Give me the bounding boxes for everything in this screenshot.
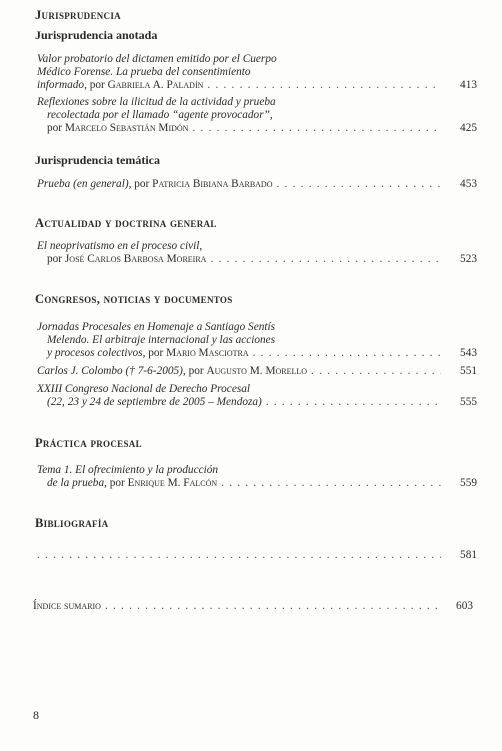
- entry-author: Mario Masciotra: [166, 347, 249, 359]
- dot-leader: [37, 549, 441, 562]
- entry-page-number: 559: [460, 477, 477, 489]
- dot-leader: [266, 396, 441, 409]
- dot-leader: [311, 365, 441, 378]
- entry-by: , por: [182, 365, 207, 377]
- entry-page-number: 543: [460, 347, 477, 359]
- entry-label: Índice sumario: [33, 600, 101, 612]
- entry-title-line: y procesos colectivos: [47, 347, 143, 359]
- entry-page-number: 413: [460, 79, 477, 91]
- entry-page-number: 555: [460, 396, 477, 408]
- section-heading-jurisprudencia: Jurisprudencia: [35, 8, 121, 22]
- subsection-heading-tematica: Jurisprudencia temática: [35, 153, 160, 167]
- section-heading-actualidad: Actualidad y doctrina general: [35, 216, 217, 230]
- toc-entry[interactable]: [37, 240, 477, 266]
- entry-page-number: 453: [460, 178, 477, 190]
- section-heading-practica: Práctica procesal: [35, 436, 142, 450]
- entry-title-line: Médico Forense. La prueba del consentimiento: [37, 66, 251, 78]
- page-number: 8: [33, 708, 39, 722]
- subsection-heading-anotada: Jurisprudencia anotada: [35, 28, 158, 42]
- entry-author: Marcelo Sebastián Midón: [64, 122, 189, 134]
- toc-entry[interactable]: [37, 383, 477, 409]
- entry-title-line: informado: [37, 79, 85, 91]
- toc-entry[interactable]: [37, 464, 477, 490]
- entry-page-number: 425: [460, 122, 477, 134]
- section-heading-congresos: Congresos, noticias y documentos: [35, 292, 233, 306]
- entry-author: Augusto M. Morello: [206, 365, 308, 377]
- entry-title-line: de la prueba: [47, 477, 105, 489]
- entry-by: por: [47, 253, 65, 265]
- section-heading-bibliografia: Bibliografía: [35, 516, 109, 530]
- entry-title-line: El neoprivatismo en el proceso civil,: [37, 240, 203, 252]
- entry-page-number: 603: [456, 600, 473, 612]
- entry-title-line: Reflexiones sobre la ilicitud de la actividad y prueba: [37, 96, 276, 108]
- entry-author: Enrique M. Falcón: [127, 477, 218, 489]
- entry-author: Patricia Bibiana Barbado: [152, 178, 273, 190]
- dot-leader: [253, 347, 441, 360]
- entry-by: por: [47, 122, 65, 134]
- entry-author: José Carlos Barbosa Moreira: [64, 253, 207, 265]
- dot-leader: [207, 79, 441, 92]
- toc-entry[interactable]: [37, 549, 477, 562]
- toc-entry[interactable]: [37, 96, 477, 135]
- entry-page-number: 551: [460, 365, 477, 377]
- entry-title: Carlos J. Colombo († 7-6-2005): [37, 365, 183, 377]
- entry-page-number: 581: [460, 549, 477, 561]
- entry-title-line: XXIII Congreso Nacional de Derecho Procesal: [37, 383, 251, 395]
- entry-title-line: recolectada por el llamado “agente provocador”,: [47, 109, 273, 121]
- toc-entry[interactable]: [37, 321, 477, 360]
- dot-leader: [277, 178, 442, 191]
- entry-page-number: 523: [460, 253, 477, 265]
- dot-leader: [192, 122, 441, 135]
- entry-by: , por: [84, 79, 108, 91]
- dot-leader: [221, 477, 441, 490]
- entry-author: Gabriela A. Paladín: [107, 79, 204, 91]
- entry-title-line: Valor probatorio del dictamen emitido por el Cuerpo: [37, 53, 277, 65]
- dot-leader: [210, 253, 441, 266]
- entry-title: Prueba (en general): [37, 178, 129, 190]
- entry-title-line: Jornadas Procesales en Homenaje a Santiago Sentís: [37, 321, 276, 333]
- toc-entry[interactable]: [37, 178, 477, 191]
- toc-entry[interactable]: [37, 53, 477, 92]
- entry-by: , por: [142, 347, 167, 359]
- entry-title-line: Tema 1. El ofrecimiento y la producción: [37, 464, 219, 476]
- toc-entry[interactable]: [33, 600, 473, 613]
- toc-entry[interactable]: [37, 365, 477, 378]
- entry-title-line: (22, 23 y 24 de septiembre de 2005 – Mendoza): [47, 396, 262, 408]
- entry-by: , por: [104, 477, 128, 489]
- entry-by: , por: [128, 178, 153, 190]
- entry-title-line: Melendo. El arbitraje internacional y las acciones: [47, 334, 276, 346]
- dot-leader: [105, 600, 437, 613]
